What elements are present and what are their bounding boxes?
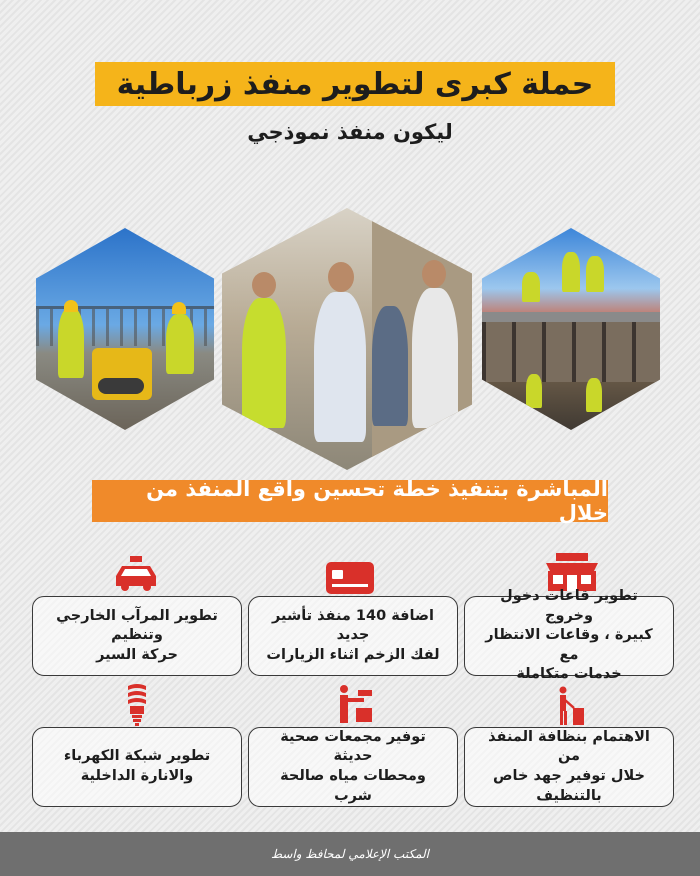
trash-bin-icon <box>554 686 586 726</box>
card-cleaning-text: الاهتمام بنظافة المنفذ من خلال توفير جهد خاص بالتنظيف <box>488 728 650 804</box>
page-title: حملة كبرى لتطوير منفذ زرباطية <box>116 66 594 102</box>
credit-card-icon <box>326 562 374 594</box>
card-visa-outlets <box>248 596 458 676</box>
photo-roof-construction <box>482 228 660 430</box>
taxi-icon <box>114 556 158 592</box>
footer-bar <box>0 832 700 876</box>
section-banner <box>92 477 608 525</box>
footer-signature: المكتب الإعلامي لمحافظ واسط <box>270 847 430 861</box>
card-parking <box>32 596 242 676</box>
page-subtitle: ليكون منفذ نموذجي <box>247 120 453 144</box>
light-bulb-icon <box>124 684 150 726</box>
card-cleaning <box>464 727 674 807</box>
card-electricity <box>32 727 242 807</box>
card-sanitary-text: توفير مجمعات صحية حديثة ومحطات مياه صالحة شرب <box>280 728 426 804</box>
card-electricity-text: تطوير شبكة الكهرباء والانارة الداخلية <box>63 748 211 784</box>
photo-officials-visit <box>222 208 472 470</box>
card-halls-text: تطوير قاعات دخول وخروج كبيرة ، وقاعات الانتظار مع خدمات متكاملة <box>485 588 653 683</box>
card-halls <box>464 588 674 683</box>
photo-workers-machine <box>36 228 214 430</box>
section-banner-text: المباشرة بتنفيذ خطة تحسين واقع المنفذ من خلال <box>146 477 608 525</box>
card-visa-outlets-text: اضافة 140 منفذ تأشير جديد لفك الزخم اثناء الزيارات <box>266 607 440 663</box>
title-banner <box>95 62 615 106</box>
card-parking-text: تطوير المرآب الخارجي وتنظيم حركة السير <box>56 607 218 663</box>
card-sanitary <box>248 727 458 807</box>
water-tap-icon <box>336 684 376 724</box>
